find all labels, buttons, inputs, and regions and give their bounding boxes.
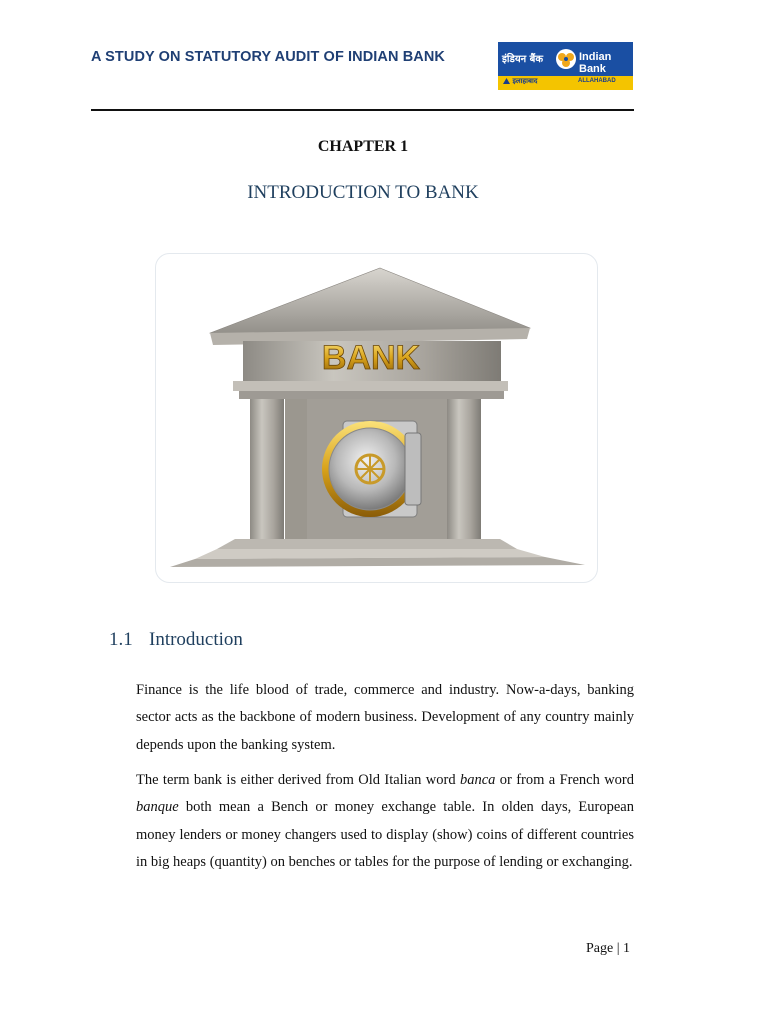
vault-hinge [405, 433, 421, 505]
chapter-title: INTRODUCTION TO BANK [247, 182, 479, 203]
logo-hindi-name: इंडियन बैंक [502, 54, 544, 65]
p2-text-3: both mean a Bench or money exchange table. In olden days, European money lenders or money changers used to display (show) coins of different countries in big heaps (quantity) on benches or tables for the purpose of lending or exchanging. [136, 799, 634, 870]
p2-text-1: The term bank is either derived from Old Italian word [136, 772, 460, 788]
paragraph-finance: Finance is the life blood of trade, commerce and industry. Now-a-days, banking sector acts as the backbone of modern business. Development of any country mainly depends upon the banking system. [136, 682, 634, 753]
p2-italic-banque: banque [136, 799, 179, 816]
section-number: 1.1 [109, 629, 133, 650]
paragraph-term-bank [136, 767, 634, 876]
section-heading [109, 629, 243, 651]
column-left [250, 399, 284, 539]
p2-italic-banca: banca [459, 772, 496, 788]
step-1 [217, 539, 517, 549]
logo-sub-hindi [503, 77, 538, 86]
bank-emblem-icon [555, 48, 577, 70]
chapter-label: CHAPTER 1 [317, 138, 409, 155]
column-left-inner [285, 399, 307, 539]
page-number: Page | 1 [586, 941, 631, 956]
logo-sub-english: ALLAHABAD [578, 78, 616, 84]
section-title: Introduction [149, 629, 243, 650]
indian-bank-logo [498, 42, 633, 90]
bank-building-illustration [155, 253, 598, 583]
lower-cornice [233, 381, 508, 391]
frieze [239, 391, 504, 399]
p2-text-2: or from a French word [495, 772, 635, 788]
logo-sub-hindi-text: इलाहाबाद [512, 77, 538, 85]
triangle-icon [503, 78, 510, 84]
logo-english-name: Indian Bank [579, 51, 612, 75]
column-right [447, 399, 481, 539]
bank-sign-text: BANK [321, 339, 421, 377]
header-divider [91, 109, 634, 111]
header-title: A STUDY ON STATUTORY AUDIT OF INDIAN BANK [91, 49, 445, 65]
